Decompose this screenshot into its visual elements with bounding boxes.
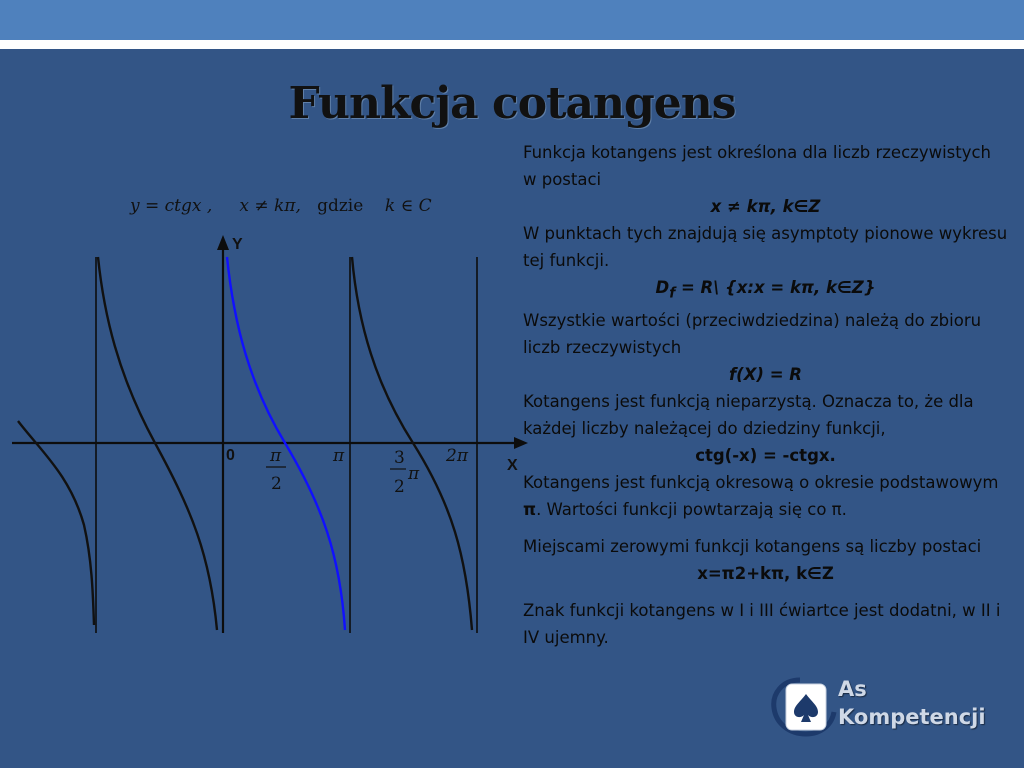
tick-label-3pi-over-2-denominator: 2 bbox=[394, 477, 405, 497]
tick-label-3pi-over-2-numerator: 3 bbox=[394, 448, 405, 468]
formula-range-text: f(X) = R bbox=[728, 365, 802, 385]
paragraph-period bbox=[523, 469, 1008, 523]
origin-label: 0 bbox=[226, 447, 235, 464]
paragraph-domain: Funkcja kotangens jest określona dla liczb rzeczywistych w postaci bbox=[523, 143, 992, 189]
formula-df-d: D bbox=[655, 278, 670, 297]
tick-label-2pi: 2π bbox=[446, 446, 468, 466]
tick-label-pi: π bbox=[333, 446, 345, 466]
formula-domain-text: x ≠ kπ, k∈Z bbox=[710, 197, 821, 216]
cotangent-branch bbox=[18, 421, 94, 625]
paragraph-period-c: . Wartości funkcji powtarzają się co π. bbox=[536, 500, 847, 520]
paragraph-asymptotes: W punktach tych znajdują się asymptoty pionowe wykresu tej funkcji. bbox=[523, 224, 1008, 270]
formula-zeros: x=π2+kπ, k∈Z bbox=[697, 564, 834, 584]
slide-title: Funkcja cotangens bbox=[288, 78, 736, 129]
formula-df-rest: = R\ {x:x = kπ, k∈Z} bbox=[675, 278, 876, 297]
logo-text bbox=[838, 675, 986, 731]
tick-label-3pi-over-2-pi: π bbox=[408, 464, 420, 484]
definition-formula bbox=[130, 196, 432, 216]
logo-line-1: As bbox=[838, 677, 867, 701]
paragraph-period-a: Kotangens jest funkcją okresową o okresie podstawowym bbox=[523, 473, 999, 493]
formula-domain bbox=[523, 193, 1008, 220]
paragraph-sign: Znak funkcji kotangens w I i III ćwiartce jest dodatni, w II i IV ujemny. bbox=[523, 601, 1001, 648]
formula-range bbox=[523, 361, 1008, 388]
formula-where: gdzie bbox=[317, 196, 364, 216]
formula-odd: ctg(-x) = -ctgx. bbox=[695, 446, 836, 466]
formula-lhs: y = ctgx , bbox=[130, 196, 213, 216]
logo-line-2: Kompetencji bbox=[838, 705, 986, 729]
tick-label-pi-over-2-denominator: 2 bbox=[271, 474, 282, 494]
formula-df bbox=[523, 274, 1008, 307]
formula-set: k ∈ C bbox=[384, 196, 432, 216]
paragraph-zeros: Miejscami zerowymi funkcji kotangens są liczby postaci bbox=[523, 537, 982, 557]
paragraph-range: Wszystkie wartości (przeciwdziedzina) należą do zbioru liczb rzeczywistych bbox=[523, 311, 982, 358]
y-axis-label: Y bbox=[232, 236, 243, 253]
paragraph-odd: Kotangens jest funkcją nieparzystą. Oznacza to, że dla każdej liczby należącej do dziedziny funkcji, bbox=[523, 392, 974, 439]
x-axis-label: X bbox=[507, 457, 518, 474]
top-bar bbox=[0, 0, 1024, 40]
paragraph-period-pi: π bbox=[523, 500, 537, 520]
y-axis-arrow bbox=[217, 235, 229, 250]
tick-label-pi-over-2-numerator: π bbox=[270, 446, 282, 466]
top-divider bbox=[0, 40, 1024, 49]
cotangent-graph bbox=[0, 225, 540, 645]
formula-df-sub: f bbox=[669, 285, 676, 302]
formula-condition: x ≠ kπ, bbox=[239, 196, 301, 216]
description-text bbox=[523, 139, 1008, 651]
